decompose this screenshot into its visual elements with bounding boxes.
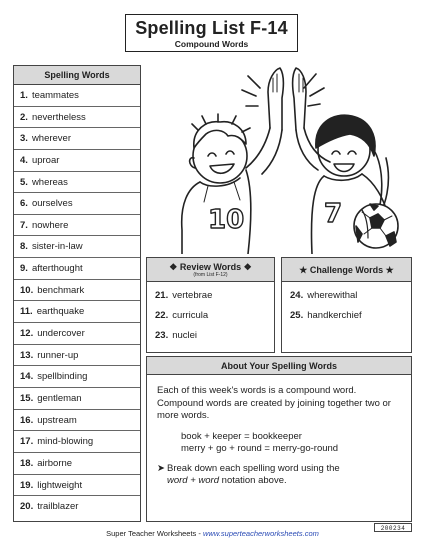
item-number: 21. [155, 290, 169, 301]
high-five-illustration [148, 58, 412, 254]
spelling-word-item [14, 453, 140, 475]
item-number: 24. [290, 290, 304, 301]
review-word-item [155, 306, 274, 326]
page-subtitle: Compound Words [174, 39, 249, 49]
challenge-word-item [290, 286, 411, 306]
spelling-word-item [14, 366, 140, 388]
jersey-number-left: 10 [208, 205, 245, 235]
spelling-word-item [14, 128, 140, 150]
item-word: earthquake [36, 306, 85, 318]
spelling-word-item [14, 280, 140, 302]
examples [181, 431, 401, 456]
item-number: 7. [20, 219, 28, 231]
item-number: 3. [20, 133, 28, 145]
challenge-word-list [282, 282, 411, 326]
item-word: runner-up [37, 349, 79, 361]
spelling-words-heading: Spelling Words [14, 66, 140, 85]
item-number: 15. [20, 392, 34, 404]
tip-italic: word + word [167, 475, 220, 486]
item-number: 18. [20, 457, 34, 469]
item-word: curricula [172, 310, 209, 321]
spelling-word-item [14, 258, 140, 280]
item-number: 22. [155, 310, 169, 321]
spelling-word-item [14, 85, 140, 107]
challenge-words-header [282, 258, 411, 282]
footer [0, 529, 425, 538]
item-word: spellbinding [37, 371, 88, 383]
item-word: gentleman [37, 392, 82, 404]
spelling-word-item [14, 345, 140, 367]
item-number: 11. [20, 306, 33, 318]
item-word: teammates [31, 90, 79, 101]
item-number: 4. [20, 154, 28, 166]
example-2: merry + go + round = merry-go-round [181, 443, 339, 454]
item-number: 9. [20, 263, 28, 275]
item-word: wherever [31, 133, 72, 145]
jersey-number-right: 7 [324, 199, 343, 229]
tip-prefix: Break down each spelling word using the [167, 462, 340, 474]
item-number: 5. [20, 176, 28, 188]
item-number: 16. [20, 414, 34, 426]
item-word: nowhere [31, 219, 69, 231]
spelling-words-panel [13, 65, 141, 522]
item-number: 1. [20, 90, 28, 101]
spelling-word-item [14, 475, 140, 497]
about-panel [146, 356, 412, 522]
item-number: 19. [20, 479, 34, 491]
item-number: 13. [20, 349, 34, 361]
footer-text: Super Teacher Worksheets - [106, 529, 203, 538]
item-number: 14. [20, 371, 34, 383]
spelling-word-item [14, 107, 140, 129]
spelling-word-item [14, 496, 140, 518]
about-body [147, 375, 411, 488]
review-word-item [155, 326, 274, 346]
item-number: 23. [155, 330, 169, 341]
spelling-word-list [14, 85, 140, 518]
review-words-panel [146, 257, 275, 353]
page-title: Spelling List F-14 [135, 18, 288, 38]
spelling-word-item [14, 215, 140, 237]
item-word: sister-in-law [31, 241, 83, 253]
about-heading: About Your Spelling Words [147, 357, 411, 375]
item-number: 20. [20, 501, 34, 513]
item-word: lightweight [37, 479, 83, 491]
item-word: afterthought [31, 263, 83, 275]
spelling-word-item [14, 410, 140, 432]
worksheet-code: 200234 [374, 523, 412, 532]
item-number: 25. [290, 310, 304, 321]
footer-link[interactable]: www.superteacherworksheets.com [202, 529, 319, 538]
item-number: 8. [20, 241, 28, 253]
review-word-item [155, 286, 274, 306]
item-word: uproar [31, 154, 60, 166]
challenge-words-heading: ★ Challenge Words ★ [299, 265, 394, 275]
spelling-word-item [14, 172, 140, 194]
about-paragraph: Each of this week's words is a compound word. Compound words are created by joining together two or more words. [157, 385, 391, 421]
item-number: 10. [20, 284, 34, 296]
item-word: trailblazer [37, 501, 79, 513]
item-word: upstream [37, 414, 77, 426]
tip-suffix: notation above. [221, 475, 287, 486]
title-box [125, 14, 298, 52]
spelling-word-item [14, 323, 140, 345]
tip [157, 463, 401, 488]
challenge-words-panel [281, 257, 412, 353]
tip-text [167, 463, 340, 488]
item-word: wherewithal [307, 290, 358, 301]
spelling-word-item [14, 193, 140, 215]
spelling-word-item [14, 301, 140, 323]
review-words-heading: ❖ Review Words ❖ [169, 262, 252, 272]
spelling-word-item [14, 388, 140, 410]
item-word: benchmark [37, 284, 85, 296]
spelling-word-item [14, 150, 140, 172]
item-number: 17. [20, 436, 34, 448]
item-word: nuclei [172, 330, 198, 341]
item-word: undercover [37, 328, 85, 340]
item-number: 12. [20, 328, 34, 340]
item-number: 2. [20, 111, 28, 123]
spelling-word-item [14, 236, 140, 258]
item-word: ourselves [31, 198, 73, 210]
item-word: handkerchief [307, 310, 362, 321]
challenge-word-item [290, 306, 411, 326]
review-words-source: (from List F-12) [193, 272, 228, 278]
review-words-header [147, 258, 274, 282]
item-word: vertebrae [172, 290, 213, 301]
item-word: nevertheless [31, 111, 86, 123]
arrow-icon: ➤ [157, 462, 165, 474]
item-number: 6. [20, 198, 28, 210]
review-word-list [147, 282, 274, 346]
item-word: airborne [37, 457, 73, 469]
item-word: whereas [31, 176, 68, 188]
item-word: mind-blowing [37, 436, 94, 448]
example-1: book + keeper = bookkeeper [181, 430, 302, 442]
spelling-word-item [14, 431, 140, 453]
